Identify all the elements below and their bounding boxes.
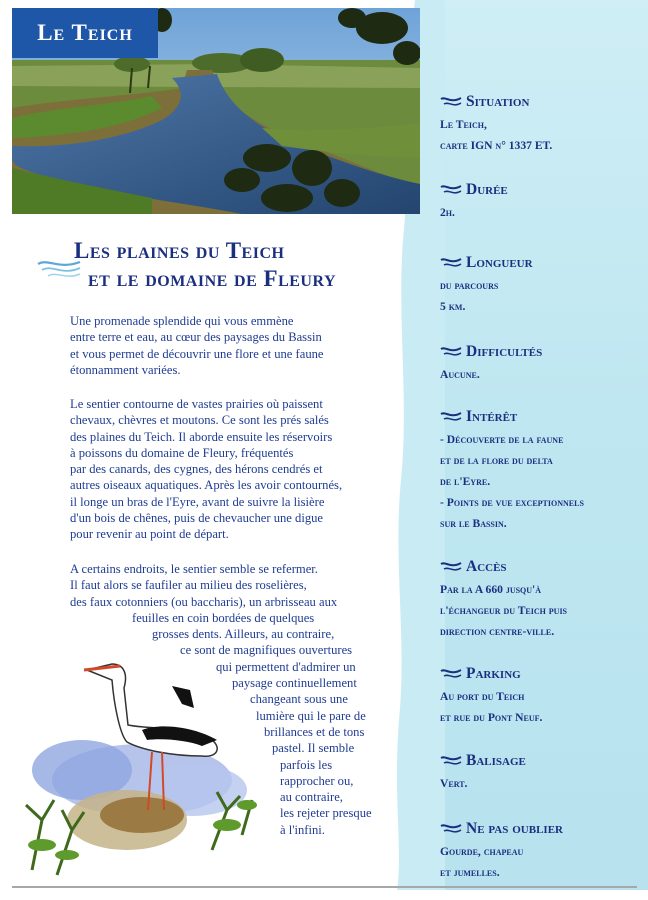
paragraph-line: chevaux, chèvres et moutons. Ce sont les prés salés	[70, 413, 329, 428]
wave-bullet-icon	[440, 668, 462, 680]
wave-bullet-icon	[440, 755, 462, 767]
info-ne-pas-oublier-heading	[440, 819, 640, 839]
paragraph-line: des plaines du Teich. Il aborde ensuite les réservoirs	[70, 429, 333, 444]
info-balisage-value	[440, 773, 640, 794]
info-situation-label: Situation	[466, 93, 530, 110]
info-longueur-label: Longueur	[466, 254, 533, 271]
info-duree	[440, 180, 640, 223]
stork-illustration	[12, 630, 277, 878]
info-acces	[440, 557, 640, 642]
paragraph-line: autres oiseaux aquatiques. Après les avoir contournés,	[70, 478, 343, 493]
paragraph-line: ce sont de magnifiques ouvertures	[180, 643, 353, 658]
article-paragraph-1	[70, 313, 400, 378]
paragraph-line: A certains endroits, le sentier semble se refermer.	[70, 562, 318, 576]
info-balisage-heading	[440, 751, 640, 771]
paragraph-line: les rejeter presque	[280, 806, 372, 821]
paragraph-line: des faux cotonniers (ou baccharis), un arbrisseau aux	[70, 594, 338, 609]
location-tag	[12, 8, 158, 58]
info-balisage-label: Balisage	[466, 752, 526, 769]
paragraph-line: par des canards, des cygnes, des hérons cendrés et	[70, 462, 323, 477]
info-duree-label: Durée	[466, 181, 508, 198]
paragraph-line: Une promenade splendide qui vous emmène	[70, 314, 294, 328]
info-acces-value	[440, 579, 640, 642]
article-title-line-2: et le domaine de Fleury	[88, 266, 337, 291]
info-difficultes-label: Difficultés	[466, 343, 543, 360]
info-situation-value	[440, 114, 640, 156]
info-value-line: de l'Eyre.	[440, 475, 491, 488]
paragraph-line: à l'infini.	[280, 822, 325, 837]
info-value-line: direction centre-ville.	[440, 625, 555, 638]
info-value-line: l'échangeur du Teich puis	[440, 604, 568, 617]
info-value-line: - Points de vue exceptionnels	[440, 496, 584, 509]
info-value-line: Par la A 660 jusqu'à	[440, 583, 542, 596]
paragraph-line: rapprocher ou,	[280, 773, 354, 788]
info-ne-pas-oublier-label: Ne pas oublier	[466, 820, 563, 837]
wave-bullet-icon	[440, 561, 462, 573]
info-difficultes	[440, 342, 640, 385]
info-parking-value	[440, 686, 640, 728]
info-parking-heading	[440, 664, 640, 684]
info-value-line: 2h.	[440, 206, 455, 219]
info-interet-label: Intérêt	[466, 408, 518, 425]
wave-bullet-icon	[440, 411, 462, 423]
paragraph-line: à poissons du domaine de Fleury, fréquentés	[70, 445, 294, 460]
info-interet-heading	[440, 407, 640, 427]
paragraph-line: il longe un bras de l'Eyre, avant de suivre la lisière	[70, 494, 325, 509]
paragraph-line: feuilles en coin bordées de quelques	[132, 610, 315, 625]
info-value-line: sur le Bassin.	[440, 517, 507, 530]
wave-bullet-icon	[440, 257, 462, 269]
article-title-line-1: Les plaines du Teich	[74, 238, 285, 263]
info-acces-heading	[440, 557, 640, 577]
paragraph-line: parfois les	[280, 757, 333, 772]
info-situation-heading	[440, 92, 640, 112]
info-value-line: Gourde, chapeau	[440, 845, 524, 858]
info-longueur-heading	[440, 253, 640, 273]
paragraph-line: paysage continuellement	[232, 676, 357, 691]
info-value-line: et de la flore du delta	[440, 454, 553, 467]
info-value-line: Aucune.	[440, 368, 480, 381]
paragraph-line: grosses dents. Ailleurs, au contraire,	[152, 627, 335, 642]
wave-bullet-icon	[440, 823, 462, 835]
info-duree-heading	[440, 180, 640, 200]
paragraph-line: pour revenir au point de départ.	[70, 527, 229, 542]
paragraph-line: étonnamment variées.	[70, 362, 181, 377]
location-tag-label: Le Teich	[37, 20, 133, 45]
info-value-line: et rue du Pont Neuf.	[440, 711, 543, 724]
info-value-line: et jumelles.	[440, 866, 500, 879]
info-difficultes-value	[440, 364, 640, 385]
page-bottom-rule	[12, 886, 637, 888]
paragraph-line: brillances et de tons	[264, 724, 365, 739]
wave-bullet-icon	[440, 346, 462, 358]
info-situation	[440, 92, 640, 156]
info-duree-value	[440, 202, 640, 223]
info-parking	[440, 664, 640, 728]
paragraph-line: Le sentier contourne de vastes prairies où paissent	[70, 397, 323, 411]
paragraph-line: changeant sous une	[250, 692, 348, 707]
article-paragraph-2	[70, 396, 400, 543]
article-title	[74, 237, 414, 293]
info-value-line: carte IGN n° 1337 ET.	[440, 139, 553, 152]
paragraph-line: entre terre et eau, au cœur des paysages du Bassin	[70, 330, 322, 345]
info-ne-pas-oublier	[440, 819, 640, 883]
info-balisage	[440, 751, 640, 794]
info-value-line: du parcours	[440, 279, 499, 292]
info-interet-value	[440, 429, 640, 534]
info-longueur-value	[440, 275, 640, 317]
paragraph-line: lumière qui le pare de	[256, 708, 366, 723]
info-interet	[440, 407, 640, 534]
info-value-line: - Découverte de la faune	[440, 433, 564, 446]
info-value-line: Au port du Teich	[440, 690, 525, 703]
paragraph-line: d'un bois de chênes, puis de chevaucher une digue	[70, 511, 324, 526]
paragraph-line: pastel. Il semble	[272, 741, 355, 756]
paragraph-line: et vous permet de découvrir une flore et une faune	[70, 346, 324, 361]
info-longueur	[440, 253, 640, 317]
info-difficultes-heading	[440, 342, 640, 362]
info-value-line: Le Teich,	[440, 118, 487, 131]
info-value-line: 5 km.	[440, 300, 466, 313]
paragraph-line: Il faut alors se faufiler au milieu des roselières,	[70, 578, 307, 593]
info-ne-pas-oublier-value	[440, 841, 640, 883]
info-value-line: Vert.	[440, 777, 468, 790]
wave-bullet-icon	[440, 184, 462, 196]
info-acces-label: Accès	[466, 558, 507, 575]
paragraph-line: qui permettent d'admirer un	[216, 659, 356, 674]
wave-bullet-icon	[440, 96, 462, 108]
info-parking-label: Parking	[466, 665, 521, 682]
paragraph-line: au contraire,	[280, 790, 343, 805]
